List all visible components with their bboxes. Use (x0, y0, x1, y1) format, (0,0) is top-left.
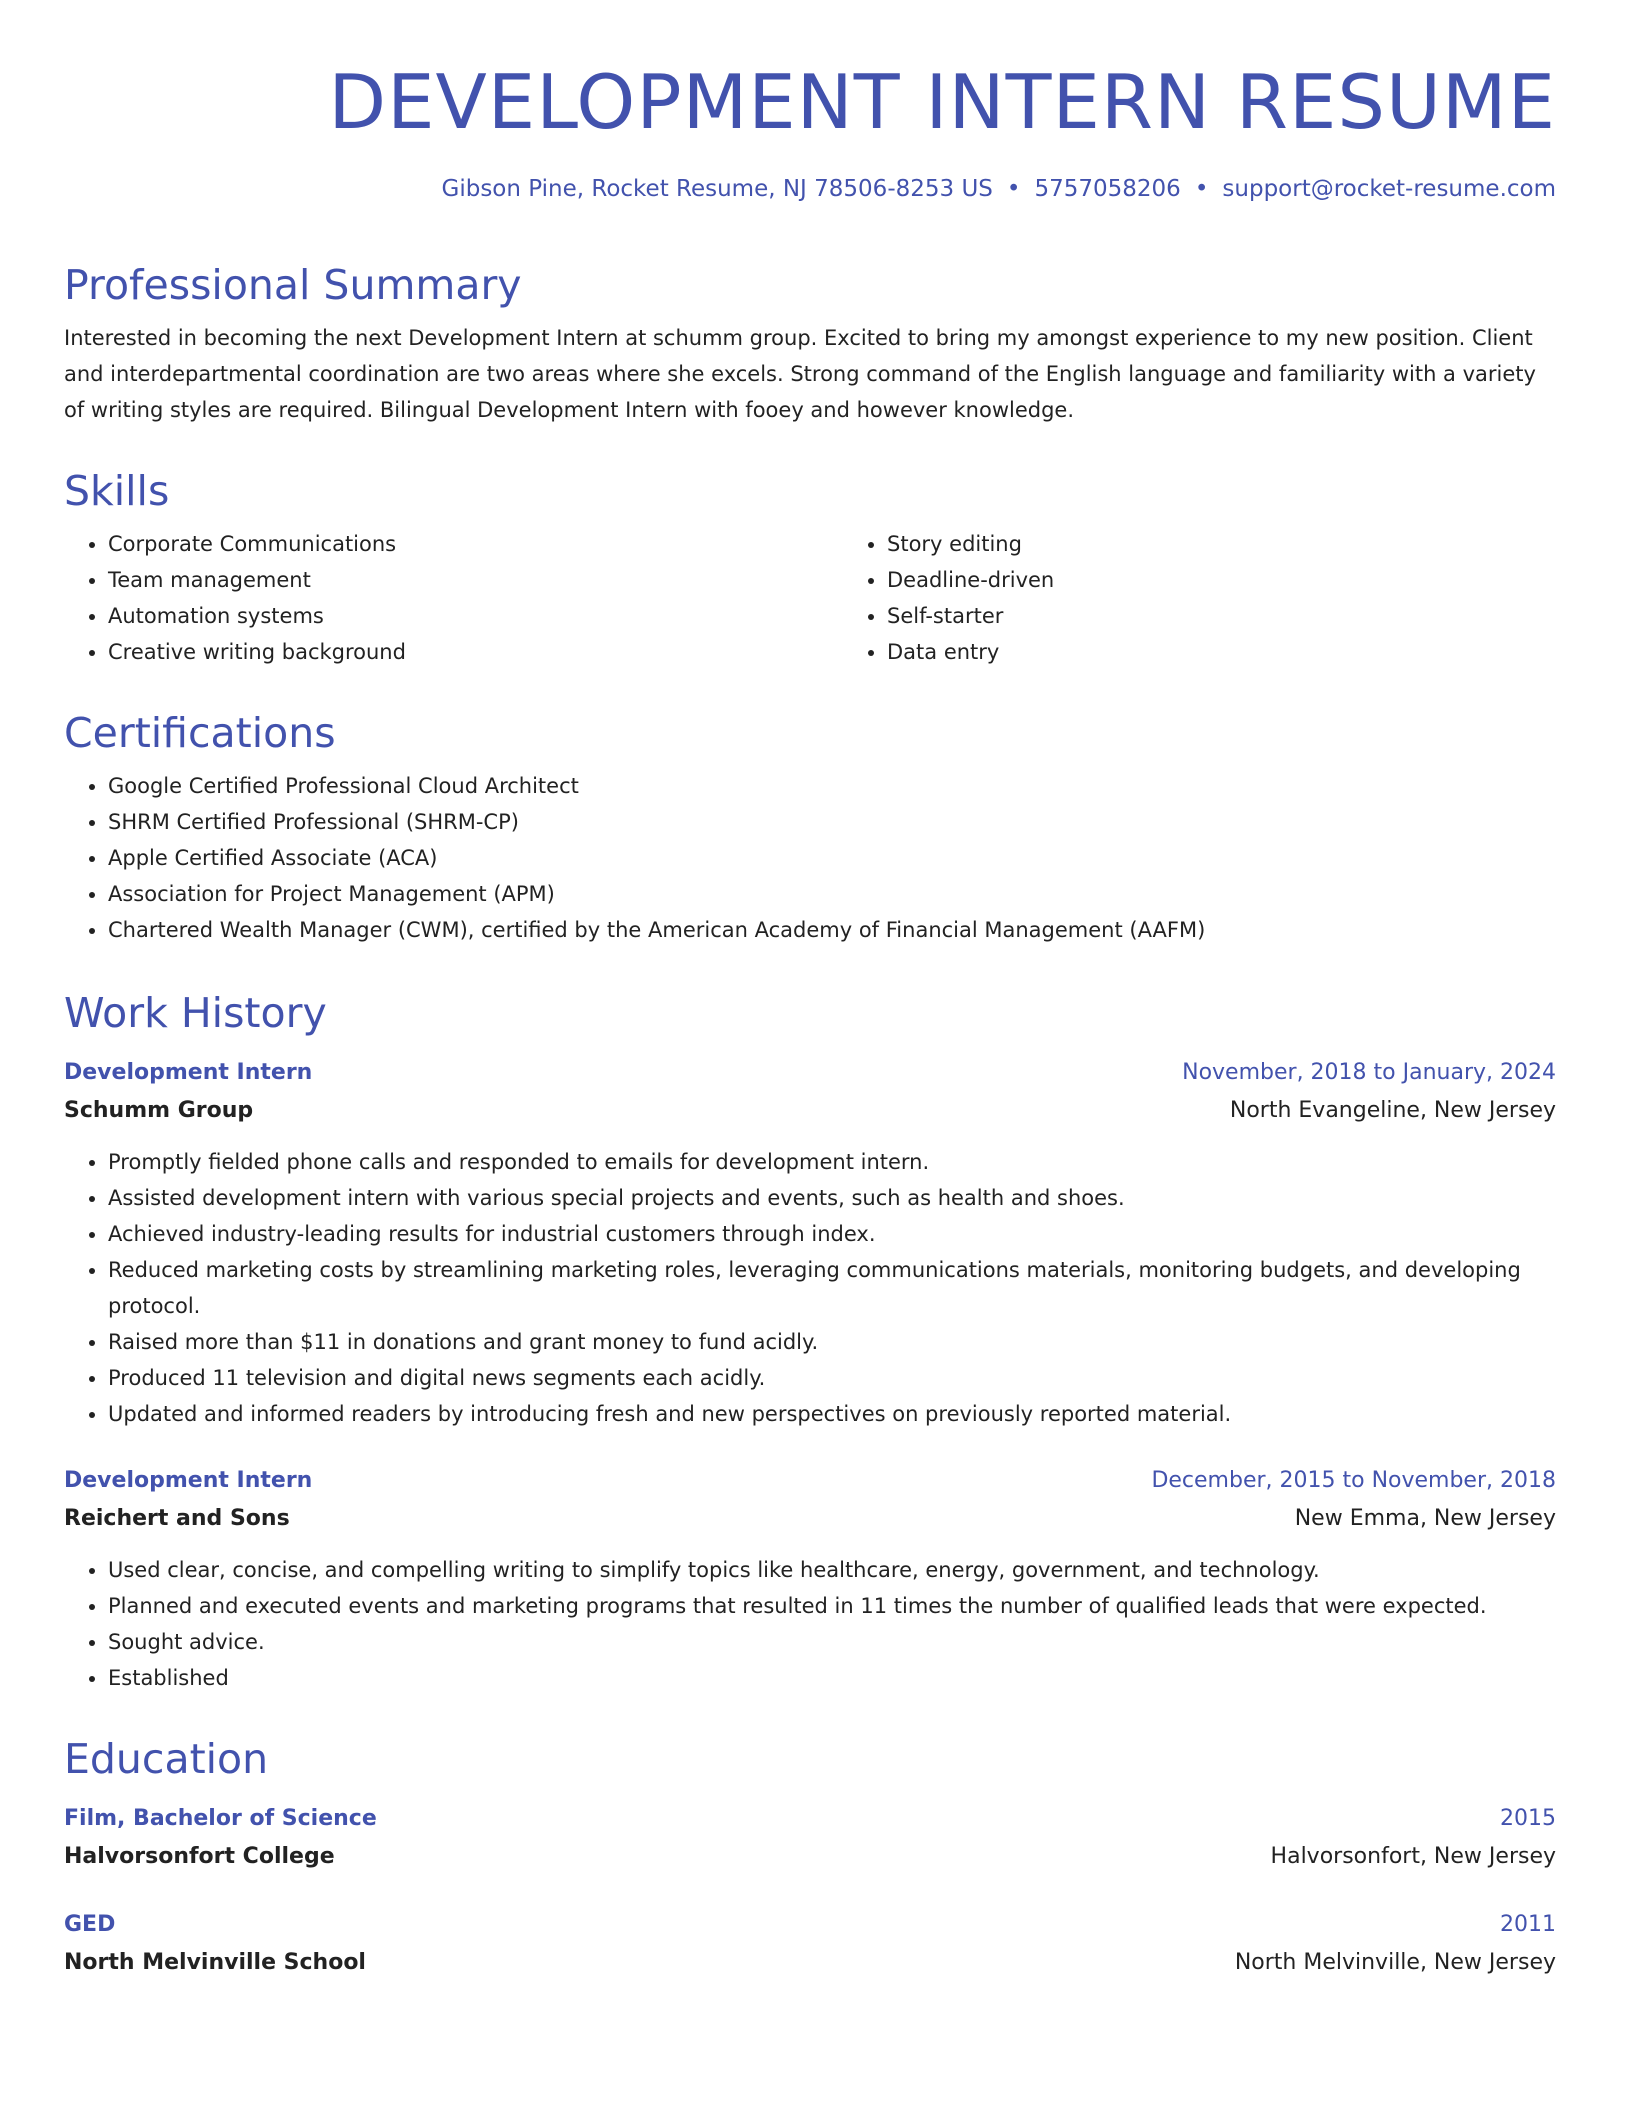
certification-item: • Chartered Wealth Manager (CWM), certified by the American Academy of Financial Management (AAFM) (108, 912, 1556, 948)
job-bullet: • Produced 11 television and digital news segments each acidly. (108, 1360, 1556, 1396)
job-bullet: • Sought advice. (108, 1624, 1556, 1660)
skills-list-left (64, 526, 843, 670)
job-header-row (64, 1054, 1556, 1092)
job-location: North Evangeline, New Jersey (1229, 1098, 1556, 1123)
contact-line (442, 176, 1556, 202)
resume-header (64, 52, 1556, 152)
section-title-certifications: Certifications (64, 709, 336, 757)
contact-phone[interactable]: 5757058206 (1034, 176, 1181, 202)
education-entry (64, 1906, 1556, 1982)
skill-item: • Team management (108, 562, 843, 598)
section-title-education: Education (64, 1735, 269, 1783)
job-role: Development Intern (64, 1468, 313, 1493)
job-bullets (64, 1144, 1556, 1432)
job-bullet: • Planned and executed events and marketing programs that resulted in 11 times the number of qualified leads that were expected. (108, 1588, 1556, 1624)
job-company-row (64, 1092, 1556, 1130)
job-role: Development Intern (64, 1060, 313, 1085)
certifications-list (64, 768, 1556, 948)
job-dates: December, 2015 to November, 2018 (1151, 1468, 1556, 1493)
education-school-row (64, 1838, 1556, 1876)
job-header-row (64, 1462, 1556, 1500)
job-bullet: • Promptly fielded phone calls and responded to emails for development intern. (108, 1144, 1556, 1180)
section-title-skills: Skills (64, 467, 170, 515)
skill-item: • Data entry (887, 634, 1622, 670)
skills-section (64, 466, 1556, 670)
education-entry (64, 1800, 1556, 1876)
contact-address: Gibson Pine, Rocket Resume, NJ 78506-8253 US (441, 176, 993, 202)
section-title-summary: Professional Summary (64, 261, 522, 309)
skill-item: • Story editing (887, 526, 1622, 562)
skill-item: • Creative writing background (108, 634, 843, 670)
skills-list-right (843, 526, 1622, 670)
education-school-row (64, 1944, 1556, 1982)
certification-item: • Association for Project Management (APM) (108, 876, 1556, 912)
skill-item: • Automation systems (108, 598, 843, 634)
job-bullets (64, 1552, 1556, 1696)
job-location: New Emma, New Jersey (1294, 1506, 1556, 1531)
education-school: North Melvinville School (64, 1950, 366, 1975)
job-bullet: • Reduced marketing costs by streamlining marketing roles, leveraging communications materials, monitoring budgets, and developing protocol. (108, 1252, 1556, 1324)
work-section (64, 988, 1556, 1696)
job-bullet: • Assisted development intern with various special projects and events, such as health and shoes. (108, 1180, 1556, 1216)
contact-separator: • (1194, 176, 1209, 202)
job-entry (64, 1462, 1556, 1696)
skills-grid (64, 526, 1556, 670)
section-title-work: Work History (64, 989, 327, 1037)
education-school: Halvorsonfort College (64, 1844, 335, 1869)
education-degree: Film, Bachelor of Science (64, 1806, 377, 1831)
job-company: Schumm Group (64, 1098, 254, 1123)
education-year: 2011 (1500, 1912, 1556, 1937)
education-location: North Melvinville, New Jersey (1234, 1950, 1556, 1975)
education-year: 2015 (1500, 1806, 1556, 1831)
certification-item: • SHRM Certified Professional (SHRM-CP) (108, 804, 1556, 840)
job-bullet: • Established (108, 1660, 1556, 1696)
job-company: Reichert and Sons (64, 1506, 290, 1531)
education-header-row (64, 1906, 1556, 1944)
job-bullet: • Updated and informed readers by introducing fresh and new perspectives on previously reported material. (108, 1396, 1556, 1432)
summary-section (64, 260, 1556, 428)
job-bullet: • Used clear, concise, and compelling writing to simplify topics like healthcare, energy, government, and technology. (108, 1552, 1556, 1588)
education-header-row (64, 1800, 1556, 1838)
contact-email[interactable]: support@rocket-resume.com (1222, 176, 1556, 202)
certification-item: • Google Certified Professional Cloud Architect (108, 768, 1556, 804)
education-section (64, 1734, 1556, 1982)
skill-item: • Deadline-driven (887, 562, 1622, 598)
certification-item: • Apple Certified Associate (ACA) (108, 840, 1556, 876)
contact-separator: • (1006, 176, 1021, 202)
job-entry (64, 1054, 1556, 1432)
summary-text: Interested in becoming the next Development Intern at schumm group. Excited to bring my amongst experience to my new position. Client and interdepartmental coordination are two areas where she excels. Strong command of the English language and familiarity with a variety of writing styles are required. Bilingual Development Intern with fooey and however knowledge. (64, 326, 1536, 422)
job-bullet: • Achieved industry-leading results for industrial customers through index. (108, 1216, 1556, 1252)
skill-item: • Corporate Communications (108, 526, 843, 562)
certifications-section (64, 708, 1556, 948)
job-company-row (64, 1500, 1556, 1538)
resume-title: DEVELOPMENT INTERN RESUME (328, 58, 1556, 146)
job-bullet: • Raised more than $11 in donations and grant money to fund acidly. (108, 1324, 1556, 1360)
job-dates: November, 2018 to January, 2024 (1182, 1060, 1556, 1085)
education-degree: GED (64, 1912, 116, 1937)
education-location: Halvorsonfort, New Jersey (1270, 1844, 1556, 1869)
skill-item: • Self-starter (887, 598, 1622, 634)
